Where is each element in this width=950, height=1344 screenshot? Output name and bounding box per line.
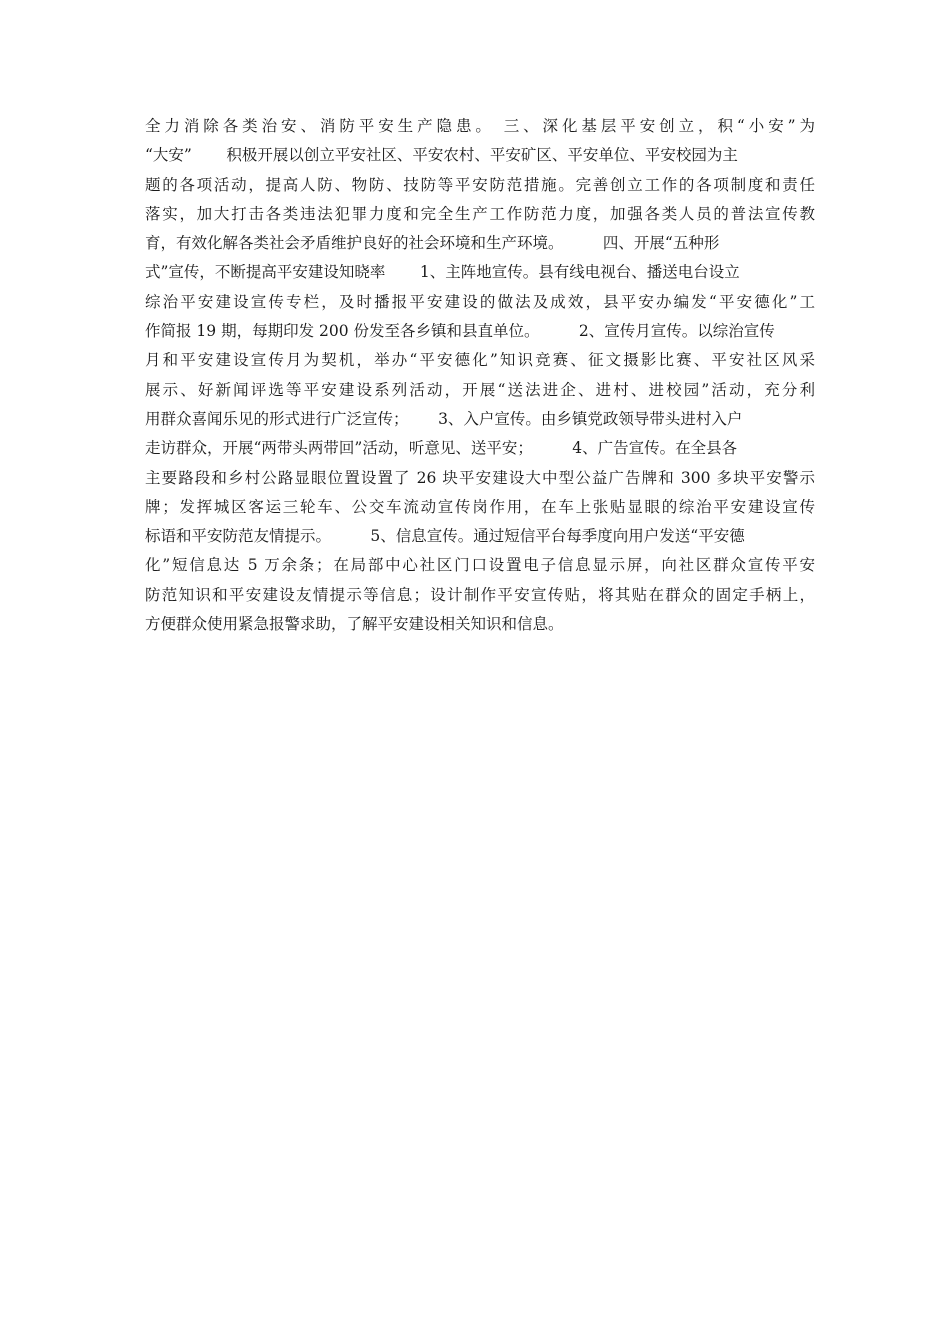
text-line: 主要路段和乡村公路显眼位置设置了 26 块平安建设大中型公益广告牌和 300 多块平安警示 xyxy=(145,468,815,487)
text-line: 落实，加大打击各类违法犯罪力度和完全生产工作防范力度，加强各类人员的普法宣传教 xyxy=(145,204,815,223)
text-line: 式”宣传，不断提高平安建设知晓率 1、主阵地宣传。县有线电视台、播送电台设立 xyxy=(145,263,740,282)
text-line: 育，有效化解各类社会矛盾维护良好的社会环境和生产环境。 四、开展“五种形 xyxy=(145,234,720,253)
text-line: 月和平安建设宣传月为契机，举办“平安德化”知识竞赛、征文摄影比赛、平安社区风采 xyxy=(145,351,815,370)
text-line: 展示、好新闻评选等平安建设系列活动，开展“送法进企、进村、进校园”活动，充分利 xyxy=(145,380,815,399)
text-line: 防范知识和平安建设友情提示等信息；设计制作平安宣传贴，将其贴在群众的固定手柄上， xyxy=(145,585,815,604)
text-line: 化”短信息达 5 万余条；在局部中心社区门口设置电子信息显示屏，向社区群众宣传平安 xyxy=(145,556,815,575)
text-line: 牌；发挥城区客运三轮车、公交车流动宣传岗作用，在车上张贴显眼的综治平安建设宣传 xyxy=(145,497,815,516)
body-text xyxy=(145,112,815,639)
text-line: 综治平安建设宣传专栏，及时播报平安建设的做法及成效，县平安办编发“平安德化”工 xyxy=(145,292,815,311)
text-line: 题的各项活动，提高人防、物防、技防等平安防范措施。完善创立工作的各项制度和责任 xyxy=(145,175,815,194)
text-line: 用群众喜闻乐见的形式进行广泛宣传； 3、入户宣传。由乡镇党政领导带头进村入户 xyxy=(145,409,743,428)
text-line: 方便群众使用紧急报警求助，了解平安建设相关知识和信息。 xyxy=(145,615,564,634)
text-line: 全力消除各类治安、消防平安生产隐患。 三、深化基层平安创立，积“小安”为 xyxy=(145,117,815,135)
text-line: 标语和平安防范友情提示。 5、信息宣传。通过短信平台每季度向用户发送“平安德 xyxy=(145,527,745,546)
text-line: 走访群众，开展“两带头两带回”活动，听意见、送平安； 4、广告宣传。在全县各 xyxy=(145,439,738,458)
text-line: “大安” 积极开展以创立平安社区、平安农村、平安矿区、平安单位、平安校园为主 xyxy=(145,146,738,165)
text-line: 作简报 19 期，每期印发 200 份发至各乡镇和县直单位。 2、宣传月宣传。以综治宣传 xyxy=(145,322,775,341)
